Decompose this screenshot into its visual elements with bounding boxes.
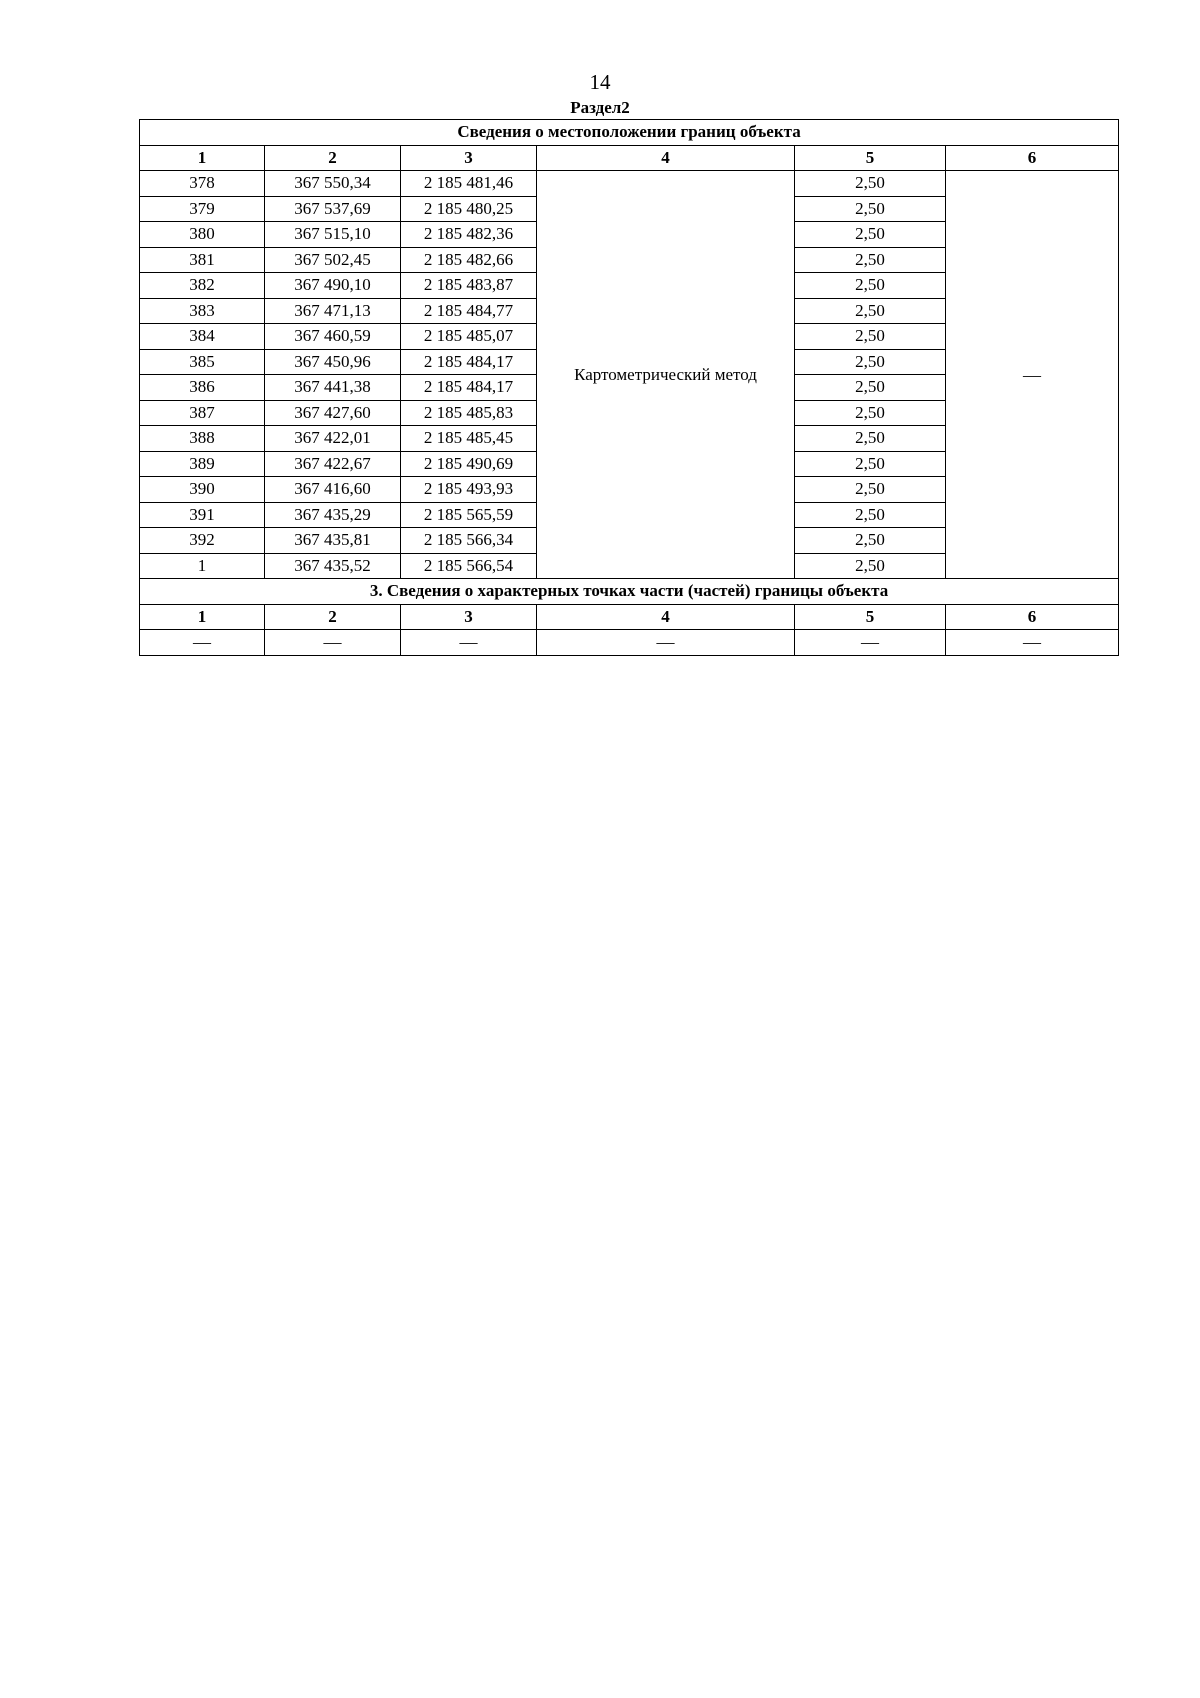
part3-empty-cell: — [401,630,537,656]
y-coordinate-cell: 2 185 485,45 [401,426,537,452]
part3-column-header: 2 [265,604,401,630]
point-number-cell: 379 [140,196,265,222]
y-coordinate-cell: 2 185 490,69 [401,451,537,477]
part2-column-header: 6 [946,145,1119,171]
table-row [140,171,1119,197]
y-coordinate-cell: 2 185 484,77 [401,298,537,324]
x-coordinate-cell: 367 441,38 [265,375,401,401]
page-number: 14 [589,70,611,94]
part3-empty-cell: — [795,630,946,656]
x-coordinate-cell: 367 515,10 [265,222,401,248]
part3-empty-cell: — [265,630,401,656]
point-number-cell: 392 [140,528,265,554]
boundary-table [139,119,1119,656]
x-coordinate-cell: 367 471,13 [265,298,401,324]
y-coordinate-cell: 2 185 484,17 [401,375,537,401]
part3-column-header: 5 [795,604,946,630]
part2-column-header: 5 [795,145,946,171]
accuracy-cell: 2,50 [795,273,946,299]
part3-empty-cell: — [537,630,795,656]
section-title: Раздел2 [570,98,630,117]
accuracy-cell: 2,50 [795,375,946,401]
part2-column-header: 4 [537,145,795,171]
part3-empty-cell: — [946,630,1119,656]
point-number-cell: 381 [140,247,265,273]
x-coordinate-cell: 367 422,01 [265,426,401,452]
method-cell: Картометрический метод [537,171,795,579]
accuracy-cell: 2,50 [795,553,946,579]
point-number-cell: 390 [140,477,265,503]
y-coordinate-cell: 2 185 493,93 [401,477,537,503]
x-coordinate-cell: 367 435,81 [265,528,401,554]
x-coordinate-cell: 367 435,52 [265,553,401,579]
accuracy-cell: 2,50 [795,298,946,324]
point-number-cell: 389 [140,451,265,477]
accuracy-cell: 2,50 [795,222,946,248]
y-coordinate-cell: 2 185 566,34 [401,528,537,554]
accuracy-cell: 2,50 [795,171,946,197]
point-number-cell: 382 [140,273,265,299]
x-coordinate-cell: 367 416,60 [265,477,401,503]
part3-column-header: 1 [140,604,265,630]
part3-title-row [140,579,1119,605]
accuracy-cell: 2,50 [795,196,946,222]
point-number-cell: 391 [140,502,265,528]
y-coordinate-cell: 2 185 484,17 [401,349,537,375]
part2-title: Сведения о местоположении границ объекта [140,120,1119,146]
y-coordinate-cell: 2 185 480,25 [401,196,537,222]
part2-column-header: 2 [265,145,401,171]
x-coordinate-cell: 367 460,59 [265,324,401,350]
y-coordinate-cell: 2 185 485,83 [401,400,537,426]
x-coordinate-cell: 367 550,34 [265,171,401,197]
x-coordinate-cell: 367 537,69 [265,196,401,222]
point-number-cell: 388 [140,426,265,452]
accuracy-cell: 2,50 [795,477,946,503]
accuracy-cell: 2,50 [795,528,946,554]
part3-title: 3. Сведения о характерных точках части (частей) границы объекта [140,579,1119,605]
y-coordinate-cell: 2 185 566,54 [401,553,537,579]
part3-empty-cell: — [140,630,265,656]
x-coordinate-cell: 367 435,29 [265,502,401,528]
point-number-cell: 383 [140,298,265,324]
part2-header-row [140,145,1119,171]
x-coordinate-cell: 367 422,67 [265,451,401,477]
y-coordinate-cell: 2 185 483,87 [401,273,537,299]
accuracy-cell: 2,50 [795,349,946,375]
x-coordinate-cell: 367 502,45 [265,247,401,273]
x-coordinate-cell: 367 427,60 [265,400,401,426]
y-coordinate-cell: 2 185 485,07 [401,324,537,350]
description-cell: — [946,171,1119,579]
accuracy-cell: 2,50 [795,502,946,528]
y-coordinate-cell: 2 185 565,59 [401,502,537,528]
part3-column-header: 4 [537,604,795,630]
accuracy-cell: 2,50 [795,247,946,273]
point-number-cell: 1 [140,553,265,579]
accuracy-cell: 2,50 [795,451,946,477]
point-number-cell: 386 [140,375,265,401]
part2-column-header: 1 [140,145,265,171]
y-coordinate-cell: 2 185 482,36 [401,222,537,248]
accuracy-cell: 2,50 [795,426,946,452]
point-number-cell: 380 [140,222,265,248]
part2-column-header: 3 [401,145,537,171]
part3-header-row [140,604,1119,630]
point-number-cell: 378 [140,171,265,197]
point-number-cell: 385 [140,349,265,375]
part3-column-header: 6 [946,604,1119,630]
x-coordinate-cell: 367 490,10 [265,273,401,299]
part3-column-header: 3 [401,604,537,630]
table-body [140,120,1119,656]
point-number-cell: 387 [140,400,265,426]
y-coordinate-cell: 2 185 482,66 [401,247,537,273]
accuracy-cell: 2,50 [795,400,946,426]
part2-title-row [140,120,1119,146]
point-number-cell: 384 [140,324,265,350]
accuracy-cell: 2,50 [795,324,946,350]
y-coordinate-cell: 2 185 481,46 [401,171,537,197]
x-coordinate-cell: 367 450,96 [265,349,401,375]
part3-data-row [140,630,1119,656]
